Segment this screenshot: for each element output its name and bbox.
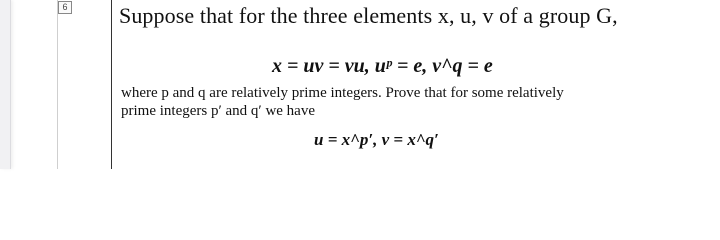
equation-1: x = uv = vu, uᵖ = e, v^q = e xyxy=(272,55,493,77)
problem-number: 6 xyxy=(58,1,72,14)
statement-line-1: Suppose that for the three elements x, u, v of a group G, xyxy=(119,3,618,28)
statement-line-3: where p and q are relatively prime integers. Prove that for some relatively xyxy=(121,85,564,101)
problem-statement xyxy=(119,0,714,169)
statement-line-4: prime integers p′ and q′ we have xyxy=(121,103,315,119)
problem-number-cell xyxy=(57,0,112,169)
left-rail xyxy=(0,0,11,169)
equation-2: u = x^p′, v = x^q′ xyxy=(314,130,439,149)
